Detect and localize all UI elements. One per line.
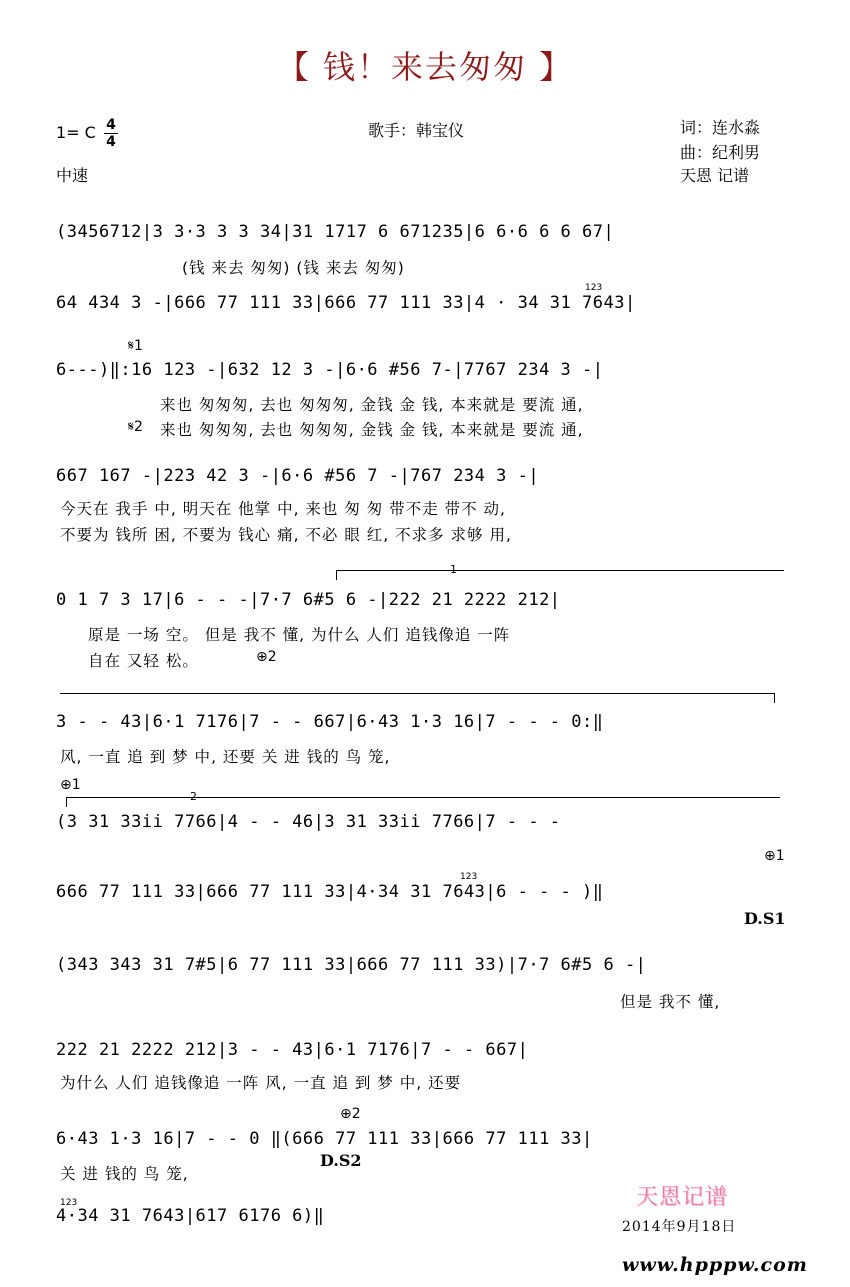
composer: 曲：纪利男 (680, 143, 761, 162)
volta-1-hook (336, 570, 337, 580)
lyric-5-2: 自在 又轻 松。 (88, 652, 199, 670)
coda-1-end-sign: ⊕1 (764, 848, 785, 864)
lyric-4-2: 不要为 钱所 困, 不要为 钱心 痛, 不必 眼 红, 不求多 求够 用, (60, 526, 512, 544)
lyric-11-1: 关 进 钱的 鸟 笼, (60, 1165, 189, 1183)
lyric-9-1: 但是 我不 懂, (620, 993, 721, 1011)
tempo: 中速 (56, 166, 89, 185)
ds2-mark: D.S2 (320, 1151, 362, 1170)
website-link[interactable]: www.hpppw.com (622, 1254, 808, 1276)
volta-1-bracket (336, 570, 784, 571)
time-signature (104, 118, 118, 149)
song-title: 【 钱！来去匆匆 】 (276, 48, 574, 86)
notation-line-6: 3 - - 43|6·1 7176|7 - - 667|6·43 1·3 16|7 - - - 0:‖ (56, 712, 604, 732)
notation-line-5: 0 1 7 3 17|6 - - -|7·7 6#5 6 -|222 21 2222 212| (56, 590, 561, 610)
volta-2-hook (66, 797, 67, 807)
time-numerator: 4 (106, 117, 116, 133)
grace-notes-3: 123 (60, 1198, 78, 1208)
lyric-6-1: 风, 一直 追 到 梦 中, 还要 关 进 钱的 鸟 笼, (60, 748, 391, 766)
notation-line-9: (343 343 31 7#5|6 77 111 33|666 77 111 33)|7·7 6#5 6 -| (56, 955, 647, 975)
notation-line-4: 667 167 -|223 42 3 -|6·6 #56 7 -|767 234 3 -| (56, 466, 540, 486)
key-signature: 1= C (56, 123, 96, 142)
lyric-10-1: 为什么 人们 追钱像追 一阵 风, 一直 追 到 梦 中, 还要 (60, 1074, 462, 1092)
transcriber: 天恩 记谱 (680, 166, 750, 185)
notation-line-3: 6---)‖:16 123 -|632 12 3 -|6·6 #56 7-|7767 234 3 -| (56, 360, 604, 380)
notation-line-10: 222 21 2222 212|3 - - 43|6·1 7176|7 - - 667| (56, 1040, 529, 1060)
lyric-3-1: 来也 匆匆匆, 去也 匆匆匆, 金钱 金 钱, 本来就是 要流 通, (160, 396, 584, 414)
coda-1-sign: ⊕1 (60, 777, 81, 793)
singer: 歌手：韩宝仪 (368, 121, 465, 140)
transcription-date: 2014年9月18日 (622, 1219, 737, 1235)
lyric-1-1: (钱 来去 匆匆) (钱 来去 匆匆) (182, 259, 405, 277)
notation-line-1: (3456712|3 3·3 3 3 34|31 1717 6 671235|6 6·6 6 6 67| (56, 222, 615, 242)
lyric-4-1: 今天在 我手 中, 明天在 他掌 中, 来也 匆 匆 带不走 带不 动, (60, 500, 506, 518)
notation-line-7: (3 31 33ii 7766|4 - - 46|3 31 33ii 7766|7 - - - (56, 812, 561, 832)
grace-notes-2: 123 (460, 872, 478, 882)
grace-notes: 123 (585, 283, 603, 293)
ds1-mark: D.S1 (744, 909, 786, 928)
coda-2-end-sign: ⊕2 (340, 1106, 361, 1122)
watermark-stamp: 天恩记谱 (636, 1185, 729, 1210)
volta-1-number: 1 (450, 563, 457, 576)
volta-2-number: 2 (190, 790, 197, 803)
notation-line-11: 6·43 1·3 16|7 - - 0 ‖(666 77 111 33|666 77 111 33| (56, 1129, 593, 1149)
coda-2-sign: ⊕2 (256, 649, 277, 665)
volta-2-bracket (66, 797, 780, 798)
time-denominator: 4 (106, 134, 116, 150)
notation-line-8: 666 77 111 33|666 77 111 33|4·34 31 7643|6 - - - )‖ (56, 882, 604, 902)
notation-line-2: 64 434 3 -|666 77 111 33|666 77 111 33|4 · 34 31 7643| (56, 293, 636, 313)
lyric-3-2: 来也 匆匆匆, 去也 匆匆匆, 金钱 金 钱, 本来就是 要流 通, (160, 421, 584, 439)
volta-end-hook (774, 693, 775, 703)
volta-continuation-line (60, 693, 774, 694)
lyric-5-1: 原是 一场 空。 但是 我不 懂, 为什么 人们 追钱像追 一阵 (88, 626, 511, 644)
segno-2-sign: 𝄋2 (128, 419, 143, 435)
segno-1-sign: 𝄋1 (128, 338, 143, 354)
notation-line-12: 4·34 31 7643|617 6176 6)‖ (56, 1206, 325, 1226)
lyricist: 词：连水淼 (680, 118, 761, 137)
